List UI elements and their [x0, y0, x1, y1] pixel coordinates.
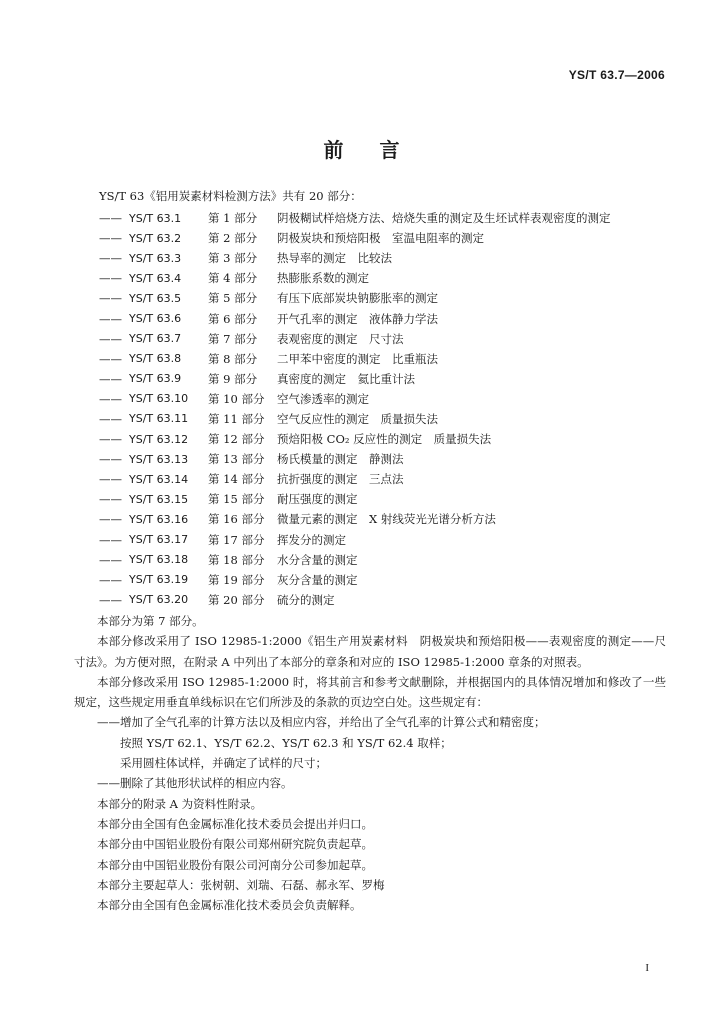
dash-marker: ——: [99, 211, 122, 226]
part-number: 第 8 部分: [208, 351, 258, 366]
part-code: YS/T 63.2: [129, 231, 182, 245]
dash-marker: ——: [99, 371, 122, 386]
part-title: 耐压强度的测定: [277, 492, 358, 507]
dash-marker: ——: [99, 231, 122, 246]
intro-line: YS/T 63《铝用炭素材料检测方法》共有 20 部分：: [99, 189, 362, 203]
part-title: 开气孔率的测定 液体静力学法: [277, 311, 438, 326]
part-code: YS/T 63.18: [129, 553, 189, 567]
part-number: 第 4 部分: [208, 271, 258, 286]
list-item: [99, 509, 611, 529]
part-title: 表观密度的测定 尺寸法: [277, 331, 404, 346]
part-number: 第 15 部分: [208, 492, 265, 507]
part-number: 第 5 部分: [208, 291, 258, 306]
part-code: YS/T 63.20: [129, 593, 189, 607]
part-code: YS/T 63.16: [129, 512, 189, 526]
page-title: 前言: [323, 138, 436, 162]
paragraph: 本部分修改采用了 ISO 12985-1:2000《铝生产用炭素材料 阴极炭块和预焙阳极——表观密度的测定——尺寸法》。为方便对照，在附录 A 中列出了本部分的章条和对应的 ISO 12985-1:2000 章条的对照表。: [74, 634, 666, 669]
part-code: YS/T 63.5: [129, 291, 182, 305]
part-code: YS/T 63.1: [129, 211, 182, 225]
part-title: 阴极糊试样焙烧方法、焙烧失重的测定及生坯试样表观密度的测定: [277, 211, 611, 226]
part-title: 阴极炭块和预焙阳极 室温电阻率的测定: [277, 231, 484, 246]
part-title: 微量元素的测定 X 射线荧光光谱分析方法: [277, 512, 496, 527]
part-title: 空气反应性的测定 质量损失法: [277, 411, 438, 426]
dash-marker: ——: [99, 271, 122, 286]
part-number: 第 13 部分: [208, 452, 265, 467]
dash-marker: ——: [99, 432, 122, 447]
part-number: 第 7 部分: [208, 331, 258, 346]
list-item: [99, 530, 611, 550]
dash-marker: ——: [99, 452, 122, 467]
part-title: 杨氏模量的测定 静测法: [277, 452, 404, 467]
paragraph: 本部分由中国铝业股份有限公司郑州研究院负责起草。: [97, 837, 373, 852]
part-title: 热膨胀系数的测定: [277, 271, 369, 286]
part-number: 第 14 部分: [208, 472, 265, 487]
dash-marker: ——: [99, 492, 122, 507]
page-number: I: [645, 962, 649, 974]
list-item: [99, 570, 611, 590]
dash-marker: ——: [99, 592, 122, 607]
paragraph: 本部分由全国有色金属标准化技术委员会负责解释。: [97, 898, 362, 913]
part-number: 第 9 部分: [208, 371, 258, 386]
part-number: 第 18 部分: [208, 552, 265, 567]
paragraph: 本部分主要起草人：张树朝、刘瑞、石磊、郝永军、罗梅: [97, 877, 385, 892]
change-item: ——增加了全气孔率的计算方法以及相应内容，并给出了全气孔率的计算公式和精密度；: [97, 715, 546, 730]
part-title: 预焙阳极 CO₂ 反应性的测定 质量损失法: [277, 432, 492, 447]
list-item: [99, 369, 611, 389]
list-item: [99, 349, 611, 369]
dash-marker: ——: [99, 291, 122, 306]
list-item: [99, 248, 611, 268]
part-code: YS/T 63.15: [129, 492, 189, 506]
standard-code-header: YS/T 63.7—2006: [568, 68, 665, 82]
list-item: [99, 389, 611, 409]
part-code: YS/T 63.3: [129, 251, 182, 265]
dash-marker: ——: [99, 351, 122, 366]
part-title: 硫分的测定: [277, 592, 335, 607]
dash-marker: ——: [99, 472, 122, 487]
change-item: 按照 YS/T 62.1、YS/T 62.2、YS/T 62.3 和 YS/T 62.4 取样；: [120, 735, 452, 750]
list-item: [99, 288, 611, 308]
part-title: 挥发分的测定: [277, 532, 346, 547]
part-number: 第 6 部分: [208, 311, 258, 326]
dash-marker: ——: [99, 552, 122, 567]
dash-marker: ——: [99, 512, 122, 527]
dash-marker: ——: [99, 572, 122, 587]
part-title: 灰分含量的测定: [277, 572, 358, 587]
list-item: [99, 308, 611, 328]
dash-marker: ——: [99, 532, 122, 547]
foreword-body: [74, 611, 666, 915]
part-title: 有压下底部炭块钠膨胀率的测定: [277, 291, 438, 306]
part-title: 热导率的测定 比较法: [277, 251, 392, 266]
part-code: YS/T 63.12: [129, 432, 189, 446]
list-item: [99, 329, 611, 349]
part-number: 第 20 部分: [208, 592, 265, 607]
dash-marker: ——: [99, 251, 122, 266]
part-title: 抗折强度的测定 三点法: [277, 472, 404, 487]
part-title: 二甲苯中密度的测定 比重瓶法: [277, 351, 438, 366]
part-code: YS/T 63.14: [129, 472, 189, 486]
part-code: YS/T 63.9: [129, 372, 182, 386]
list-item: [99, 409, 611, 429]
part-code: YS/T 63.7: [129, 332, 182, 346]
part-code: YS/T 63.13: [129, 452, 189, 466]
dash-marker: ——: [99, 391, 122, 406]
list-item: [99, 590, 611, 610]
paragraph: 本部分为第 7 部分。: [97, 614, 204, 628]
change-item: ——删除了其他形状试样的相应内容。: [97, 776, 293, 791]
dash-marker: ——: [99, 331, 122, 346]
list-item: [99, 228, 611, 248]
dash-marker: ——: [99, 311, 122, 326]
list-item: [99, 429, 611, 449]
paragraph: 本部分由中国铝业股份有限公司河南分公司参加起草。: [97, 857, 373, 872]
list-item: [99, 449, 611, 469]
change-item: 采用圆柱体试样，并确定了试样的尺寸；: [120, 756, 327, 771]
paragraph: 本部分由全国有色金属标准化技术委员会提出并归口。: [97, 816, 373, 831]
list-item: [99, 469, 611, 489]
paragraph: 本部分修改采用 ISO 12985-1:2000 时，将其前言和参考文献删除，并根据国内的具体情况增加和修改了一些规定，这些规定用垂直单线标识在它们所涉及的条款的页边空白处。这些规定有：: [74, 674, 666, 710]
part-code: YS/T 63.4: [129, 271, 182, 285]
part-number: 第 17 部分: [208, 532, 265, 547]
part-number: 第 11 部分: [208, 411, 265, 426]
list-item: [99, 550, 611, 570]
parts-list: [99, 208, 611, 610]
part-number: 第 1 部分: [208, 211, 258, 226]
part-code: YS/T 63.6: [129, 312, 182, 326]
part-number: 第 3 部分: [208, 251, 258, 266]
part-number: 第 10 部分: [208, 391, 265, 406]
list-item: [99, 268, 611, 288]
part-title: 空气渗透率的测定: [277, 391, 369, 406]
part-code: YS/T 63.11: [129, 412, 189, 426]
part-number: 第 12 部分: [208, 432, 265, 447]
part-code: YS/T 63.19: [129, 573, 189, 587]
part-number: 第 2 部分: [208, 231, 258, 246]
list-item: [99, 208, 611, 228]
part-number: 第 16 部分: [208, 512, 265, 527]
part-number: 第 19 部分: [208, 572, 265, 587]
part-code: YS/T 63.17: [129, 533, 189, 547]
dash-marker: ——: [99, 411, 122, 426]
part-code: YS/T 63.8: [129, 352, 182, 366]
part-code: YS/T 63.10: [129, 392, 189, 406]
list-item: [99, 489, 611, 509]
part-title: 真密度的测定 氦比重计法: [277, 371, 415, 386]
part-title: 水分含量的测定: [277, 552, 358, 567]
paragraph: 本部分的附录 A 为资料性附录。: [97, 796, 263, 811]
